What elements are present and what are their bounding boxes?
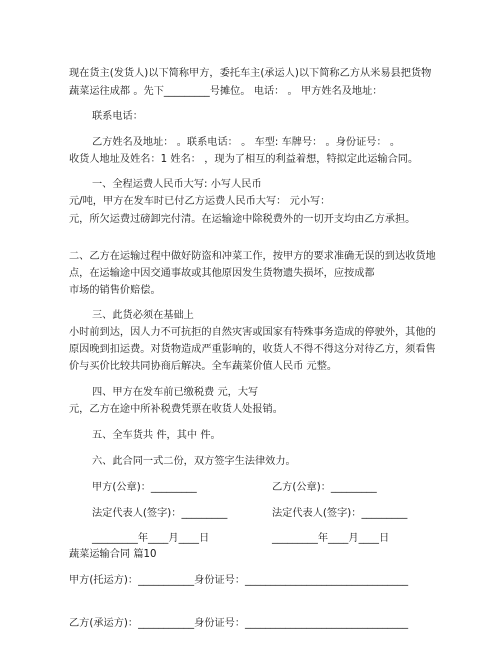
- section-heading: 蔬菜运输合同 篇10: [69, 549, 157, 560]
- text-line: 蔬菜运往成都 。先下_________号摊位。 电话： 。 甲方姓名及地址：: [69, 86, 383, 97]
- party-a-date-line: _________年____月____日: [92, 533, 210, 544]
- text-line: 点，在运输途中因交通事故或其他原因发生货物遗失损坏，应按成都: [69, 268, 375, 279]
- text-line: 四、甲方在发车前已缴税费 元，大写: [92, 387, 259, 398]
- text-line: 元/吨，甲方在发车时已付乙方运费人民币大写： 元小写：: [69, 196, 331, 207]
- shipper-line: 甲方(托运方)：___________身份证号：________________________________: [69, 575, 409, 586]
- text-line: 联系电话：: [92, 111, 143, 122]
- text-line: 市场的销售价赔偿。: [69, 285, 161, 296]
- text-line: 二、乙方在运输过程中做好防盗和冲菜工作，按甲方的要求准确无误的到达收货地: [69, 251, 436, 262]
- text-line: 价与买价比较共同协商后解决。全车蔬菜价值人民币 元整。: [69, 361, 338, 372]
- text-line: 乙方姓名及地址： 。联系电话： 。 车型: 车牌号： 。身份证号： 。: [92, 137, 401, 148]
- text-line: 六、此合同一式二份，双方签字生法律效力。: [92, 456, 296, 467]
- text-line: 收货人地址及姓名：1 姓名： ，现为了相互的利益着想，特拟定此运输合同。: [69, 154, 419, 165]
- text-line: 五、全车货共 件，其中 件。: [92, 430, 221, 441]
- party-b-seal-line: 乙方(公章)：_________: [272, 482, 377, 493]
- text-line: 一、全程运费人民币大写: 小写人民币: [92, 179, 262, 190]
- party-a-representative-line: 法定代表人(签字)：_________: [92, 508, 228, 519]
- text-line: 元，所欠运费过磅卸完付清。在运输途中除税费外的一切开支均由乙方承担。: [69, 214, 416, 225]
- text-line: 原因晚到扣运费。对货物造成严重影响的，收货人不得不得这分对待乙方，须看售: [69, 344, 436, 355]
- party-b-representative-line: 法定代表人(签字)：_________: [272, 508, 408, 519]
- carrier-line: 乙方(承运方)：___________身份证号：________________________________: [69, 618, 409, 629]
- text-line: 三、此货必须在基础上: [92, 310, 194, 321]
- text-line: 现在货主(发货人)以下简称甲方，委托车主(承运人)以下简称乙方从米易县把货物: [69, 68, 432, 79]
- party-b-date-line: _________年____月____日: [272, 533, 390, 544]
- text-line: 小时前到达，因人力不可抗拒的自然灾害或国家有特殊事务造成的停驶外，其他的: [69, 327, 436, 338]
- party-a-seal-line: 甲方(公章)：_________: [92, 482, 197, 493]
- text-line: 元，乙方在途中所补税费凭票在收货人处报销。: [69, 404, 283, 415]
